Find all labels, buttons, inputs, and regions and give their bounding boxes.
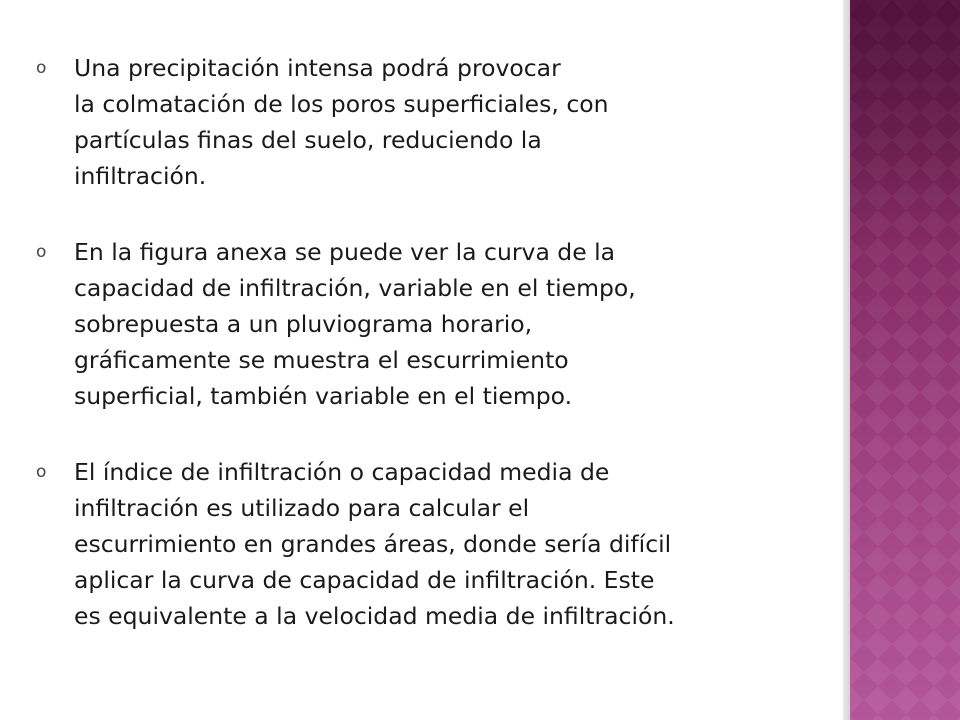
decorative-sidebar [850, 0, 960, 720]
bullet-item [36, 234, 836, 414]
sidebar-edge [843, 0, 850, 720]
bullet-text: En la figura anexa se puede ver la curva de la capacidad de infiltración, variable en el tiempo, sobrepuesta a un pluviograma horario, gráficamente se muestra el escurrimiento superficial, también variable en el tiempo. [74, 238, 636, 410]
bullet-item [36, 50, 836, 194]
bullet-item [36, 454, 836, 634]
bullet-marker: o [36, 58, 47, 78]
bullet-list [36, 50, 836, 674]
bullet-text: El índice de infiltración o capacidad media de infiltración es utilizado para calcular el escurrimiento en grandes áreas, donde sería difícil aplicar la curva de capacidad de infiltración. Este es equivalente a la velocidad media de infiltración. [74, 458, 675, 630]
bullet-marker: o [36, 242, 47, 262]
bullet-text: Una precipitación intensa podrá provocar la colmatación de los poros superficiales, con partículas finas del suelo, reduciendo la infiltración. [74, 54, 609, 190]
bullet-marker: o [36, 462, 47, 482]
